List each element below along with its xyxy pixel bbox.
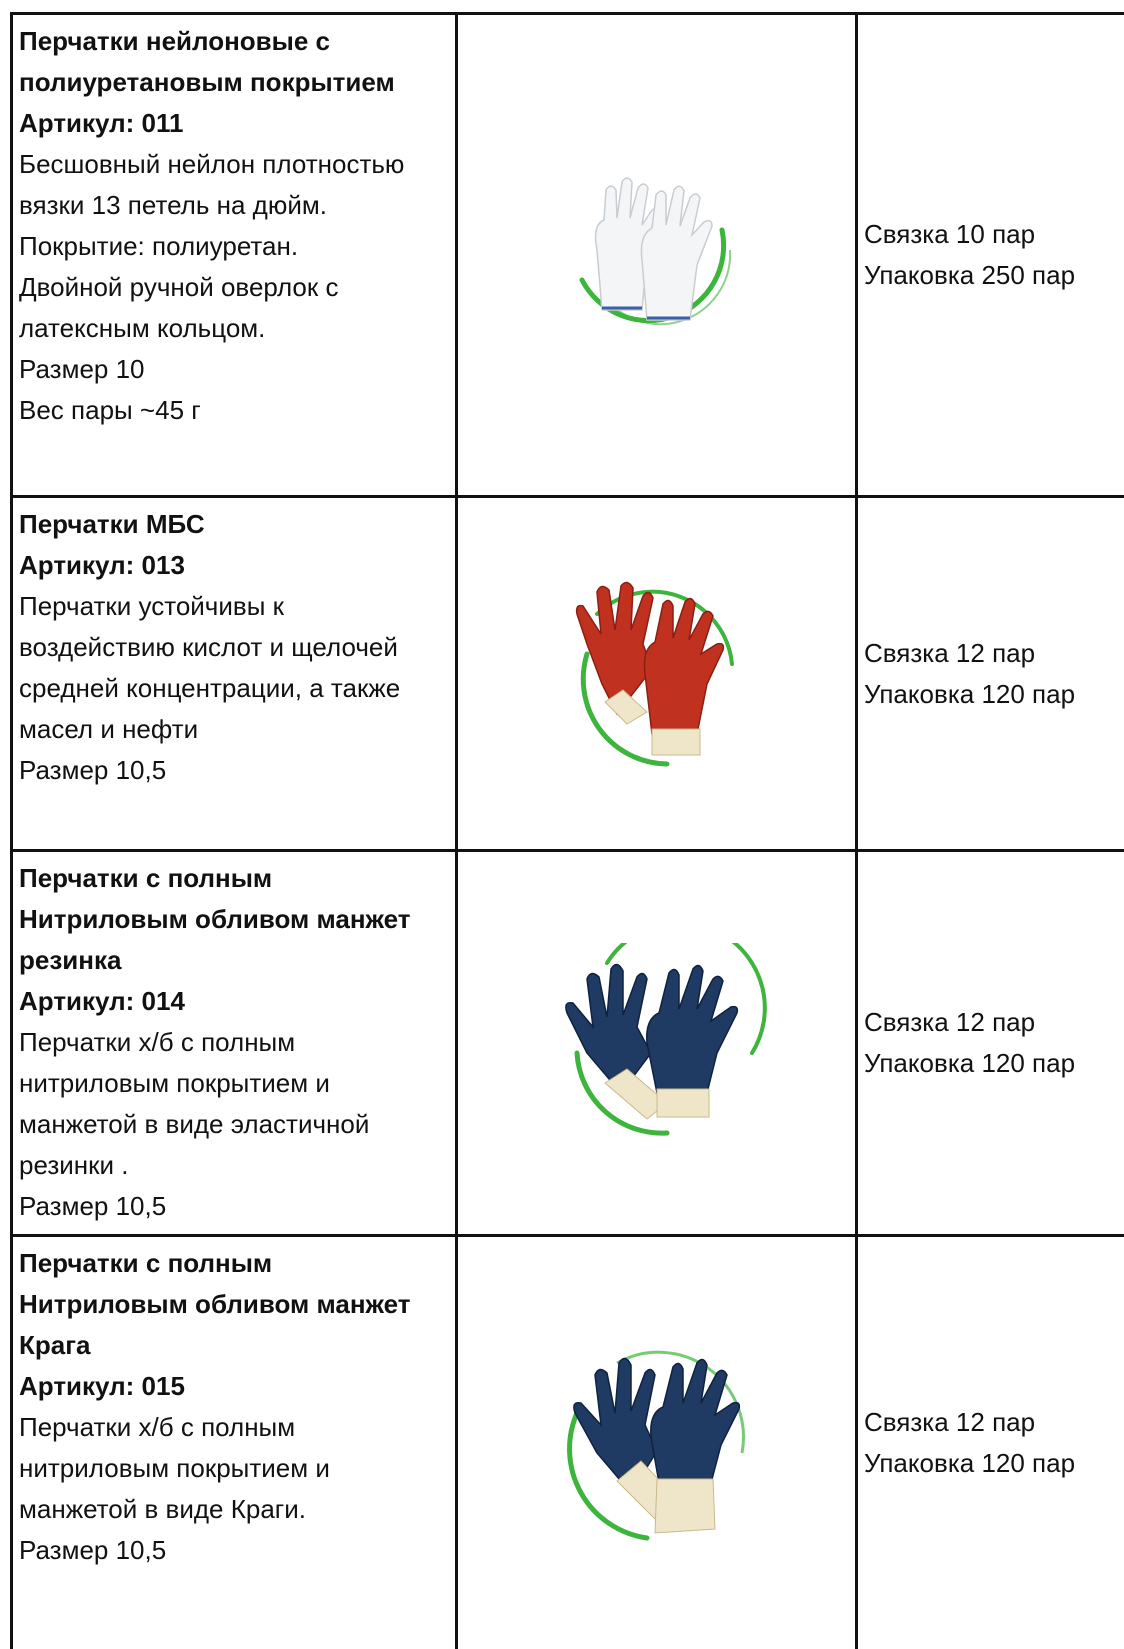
red-glove-icon	[557, 574, 757, 774]
product-description-line: латексным кольцом.	[19, 313, 266, 343]
product-description-line: нитриловым покрытием и	[19, 1453, 330, 1483]
product-article: Артикул: 013	[19, 550, 185, 580]
product-table	[10, 12, 1124, 1649]
packaging-cell	[858, 1237, 1124, 1649]
pack-box-text: Упаковка 250 пар	[864, 260, 1076, 290]
product-description-cell	[13, 498, 458, 849]
product-title: Перчатки МБС	[19, 509, 205, 539]
white-glove-icon	[562, 170, 752, 340]
product-description-line: Перчатки х/б с полным	[19, 1412, 296, 1442]
pack-box-text: Упаковка 120 пар	[864, 678, 1076, 709]
product-article: Артикул: 015	[19, 1371, 185, 1401]
product-description-line: Покрытие: полиуретан.	[19, 231, 299, 261]
table-row	[13, 1237, 1124, 1649]
pack-bundle-text: Связка 10 пар	[864, 219, 1036, 249]
product-description-line: Бесшовный нейлон плотностью	[19, 149, 405, 179]
packaging-cell	[858, 15, 1124, 495]
product-description-line: Размер 10,5	[19, 755, 167, 785]
product-description-cell	[13, 15, 458, 495]
product-description-line: Вес пары ~45 г	[19, 395, 201, 425]
product-title: Крага	[19, 1330, 91, 1360]
table-row	[13, 852, 1124, 1237]
product-image-cell	[458, 498, 858, 849]
product-title: резинка	[19, 945, 122, 975]
product-description-cell	[13, 1237, 458, 1649]
product-description-line: нитриловым покрытием и	[19, 1068, 330, 1098]
product-description-line: манжетой в виде Краги.	[19, 1494, 307, 1524]
table-row	[13, 15, 1124, 498]
product-article: Артикул: 011	[19, 108, 184, 138]
pack-bundle-text: Связка 12 пар	[864, 637, 1036, 668]
blue-nitrile-cuff-glove-icon	[557, 1333, 757, 1553]
product-title: Перчатки с полным	[19, 1248, 273, 1278]
pack-bundle-text: Связка 12 пар	[864, 1007, 1036, 1037]
product-title: полиуретановым покрытием	[19, 67, 395, 97]
packaging-cell	[858, 498, 1124, 849]
product-image-cell	[458, 852, 858, 1234]
product-description-line: воздействию кислот и щелочей	[19, 632, 398, 662]
product-description-cell	[13, 852, 458, 1234]
product-description-line: Размер 10,5	[19, 1191, 167, 1221]
product-title: Перчатки нейлоновые с	[19, 26, 331, 56]
product-description-line: резинки .	[19, 1150, 129, 1180]
product-description-line: манжетой в виде эластичной	[19, 1109, 370, 1139]
pack-box-text: Упаковка 120 пар	[864, 1448, 1076, 1478]
product-description-line: средней концентрации, а также	[19, 673, 401, 703]
product-description-line: вязки 13 петель на дюйм.	[19, 190, 327, 220]
product-description-line: масел и нефти	[19, 714, 199, 744]
product-image-cell	[458, 15, 858, 495]
product-description-line: Размер 10,5	[19, 1535, 167, 1565]
packaging-cell	[858, 852, 1124, 1234]
product-article: Артикул: 014	[19, 986, 185, 1016]
table-row	[13, 498, 1124, 852]
product-description-line: Перчатки устойчивы к	[19, 591, 284, 621]
pack-bundle-text: Связка 12 пар	[864, 1407, 1036, 1437]
product-title: Нитриловым обливом манжет	[19, 1289, 411, 1319]
product-description-line: Перчатки х/б с полным	[19, 1027, 296, 1057]
product-image-cell	[458, 1237, 858, 1649]
product-title: Нитриловым обливом манжет	[19, 904, 411, 934]
product-title: Перчатки с полным	[19, 863, 273, 893]
pack-box-text: Упаковка 120 пар	[864, 1048, 1076, 1078]
blue-nitrile-glove-icon	[547, 943, 767, 1143]
product-description-line: Двойной ручной оверлок с	[19, 272, 339, 302]
product-description-line: Размер 10	[19, 354, 145, 384]
